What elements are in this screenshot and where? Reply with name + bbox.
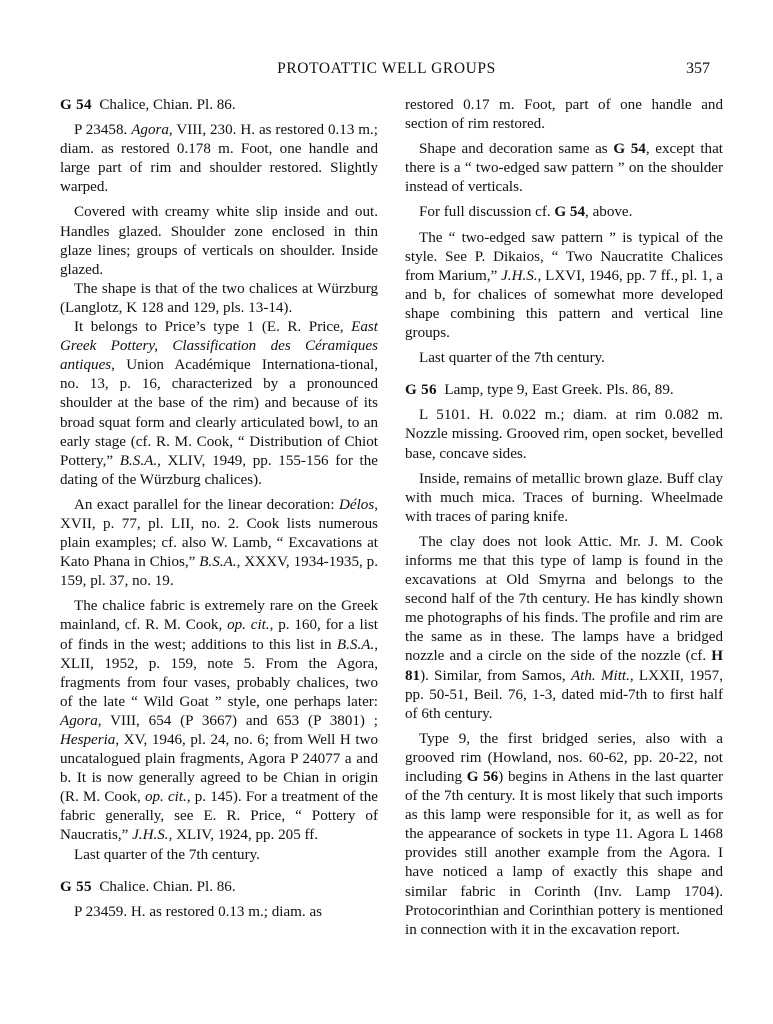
paragraph: Last quarter of the 7th century.	[419, 350, 605, 367]
text-run: , XVII, p. 77, pl. LII, no. 2. Cook lists numerous plain examples; cf. also W. Lamb, “ Excavations at Kato Phana in Chios,”	[60, 496, 378, 571]
italic-text: op. cit.	[227, 617, 270, 634]
italic-text: Ath. Mitt.	[570, 667, 630, 684]
italic-text: B.S.A.	[119, 452, 158, 469]
entry-heading-g55	[60, 878, 378, 897]
entry-title: Chalice. Chian. Pl. 86.	[99, 878, 236, 895]
paragraph: Last quarter of the 7th century.	[74, 846, 260, 863]
text-run: Type 9, the first bridged series, also with a grooved rim (Howland, nos. 60-62, pp. 20-22, not including	[405, 730, 723, 785]
entry-heading-g54	[60, 96, 378, 115]
page-number: 357	[686, 60, 710, 77]
paragraph	[60, 121, 378, 197]
catalog-reference: G 54	[554, 204, 586, 221]
text-run: , above.	[585, 204, 633, 221]
paragraph: P 23459. H. as restored 0.13 m.; diam. as	[74, 903, 323, 920]
text-run: , XV, 1946, pl. 24, no. 6; from Well H two uncatalogued plain fragments, Agora P 24077 a and b. It is now generally agreed to be Chian in origin (R. M. Cook,	[60, 732, 378, 806]
entry-title: Lamp, type 9, East Greek. Pls. 86, 89.	[444, 382, 674, 399]
catalog-reference: G 54	[613, 141, 646, 158]
paragraph	[60, 496, 378, 591]
italic-text: J.H.S.	[132, 827, 169, 844]
text-run: , XLIV, 1949, pp. 155-156 for the dating of the Würzburg chalices).	[60, 452, 378, 488]
paragraph	[60, 318, 378, 490]
text-run: , Union Académique Internationa-tional, no. 13, p. 16, characterized by a pronounced shoulder at the base of the rim) and because of its broad squat form and clearly articulated bowl, to an early stage (cf. R. M. Cook, “ Distribution of Chiot Pottery,”	[60, 357, 378, 469]
text-run: ). Similar, from Samos,	[420, 667, 571, 684]
catalog-number: G 54	[60, 97, 92, 113]
text-run: For full discussion cf.	[419, 204, 555, 221]
text-run: Shape and decoration same as	[419, 141, 614, 158]
text-run: , XXXV, 1934-1935, p. 159, pl. 37, no. 19.	[60, 554, 378, 590]
catalog-number: G 55	[60, 878, 92, 895]
text-run: An exact parallel for the linear decoration:	[74, 496, 339, 513]
text-run: , LXVI, 1946, pp. 7 ff., pl. 1, a and b, for chalices of somewhat more developed shape combining this pattern and vertical line groups.	[405, 267, 723, 342]
right-column	[405, 96, 723, 940]
catalog-number: G 56	[405, 382, 437, 399]
entry-title: Chalice, Chian. Pl. 86.	[99, 97, 236, 113]
text-run: , XLIV, 1924, pp. 205 ff.	[168, 827, 319, 844]
italic-text: Agora	[60, 712, 98, 729]
paragraph: restored 0.17 m. Foot, part of one handle and section of rim restored.	[405, 97, 723, 133]
text-run: The “ two-edged saw pattern ” is typical of the style. See P. Dikaios, “ Two Naucratite Chalices from Marium,”	[405, 229, 723, 284]
paragraph	[60, 597, 378, 845]
text-run: The chalice fabric is extremely rare on the Greek mainland, cf. R. M. Cook,	[60, 598, 378, 634]
running-title: PROTOATTIC WELL GROUPS	[277, 60, 496, 77]
text-run: ) begins in Athens in the last quarter of the 7th century. It is most likely that such imports as this lamp were responsible for it, as well as for the appearance of sockets in type 11. Agora L 1468 provides still another example from the Agora. I have noticed a lamp of exactly this shape and similar fabric in Corinth (Inv. Lamp 1704). Protocorinthian and Corinthian pottery is mentioned in connection with it in the excavation report.	[405, 769, 723, 938]
paragraph	[405, 533, 723, 724]
catalog-reference: G 56	[466, 769, 499, 785]
paragraph	[405, 140, 723, 197]
paragraph: Inside, remains of metallic brown glaze. Buff clay with much mica. Traces of burning. Wheelmade with traces of paring knife.	[405, 470, 723, 525]
paragraph: Covered with creamy white slip inside and out. Handles glazed. Shoulder zone enclosed in thin glaze lines; groups of verticals on shoulder. Inside glazed.	[60, 204, 378, 278]
paragraph	[405, 730, 723, 940]
entry-heading-g56	[405, 381, 723, 400]
italic-text: J.H.S.	[501, 267, 538, 284]
italic-text: Hesperia	[60, 732, 116, 748]
italic-text: Délos	[339, 496, 375, 513]
italic-text: Agora	[131, 122, 169, 139]
italic-text: East Greek Pottery, Classification des Céramiques antiques	[60, 319, 378, 374]
text-run: The clay does not look Attic. Mr. J. M. Cook informs me that this type of lamp is found in the excavations at Old Smyrna and belongs to the second half of the 7th century. He has kindly shown me photographs of his finds. The profile and rim are the same as in these. The lamps have a bridged nozzle and a circle on the side of the nozzle (cf.	[405, 533, 723, 665]
paragraph: L 5101. H. 0.022 m.; diam. at rim 0.082 m. Nozzle missing. Grooved rim, open socket, bevelled base, concave sides.	[405, 407, 723, 462]
left-column	[60, 96, 378, 922]
text-run: It belongs to Price’s type 1 (E. R. Price,	[74, 319, 352, 336]
text-run: , VIII, 654 (P 3667) and 653 (P 3801) ;	[97, 712, 378, 729]
text-run: , p. 160, for a list of finds in the west; additions to this list in	[60, 617, 378, 653]
text-run: P 23458.	[74, 122, 132, 139]
text-run: , VIII, 230. H. as restored 0.13 m.; diam. as restored 0.178 m. Foot, one handle and large part of rim and shoulder restored. Slightly warped.	[60, 122, 379, 196]
text-run: , XLII, 1952, p. 159, note 5. From the Agora, fragments from four vases, probably chalices, two of the late “ Wild Goat ” style, one perhaps later:	[60, 636, 378, 710]
text-run: , LXXII, 1957, pp. 50-51, Beil. 76, 1-3, dated mid-7th to first half of 6th century.	[405, 667, 724, 722]
paragraph: The shape is that of the two chalices at Würzburg (Langlotz, K 128 and 129, pls. 13-14).	[60, 280, 378, 316]
italic-text: op. cit.	[144, 789, 187, 806]
text-run: , p. 145). For a treatment of the fabric generally, see E. R. Price, “ Pottery of Naucratis,”	[60, 789, 378, 844]
text-run: , except that there is a “ two-edged saw pattern ” on the shoulder instead of verticals.	[405, 141, 723, 196]
catalog-reference: H 81	[405, 648, 723, 684]
paragraph	[405, 203, 723, 222]
italic-text: B.S.A.	[336, 636, 375, 653]
paragraph	[405, 229, 723, 344]
italic-text: B.S.A.	[199, 554, 237, 571]
